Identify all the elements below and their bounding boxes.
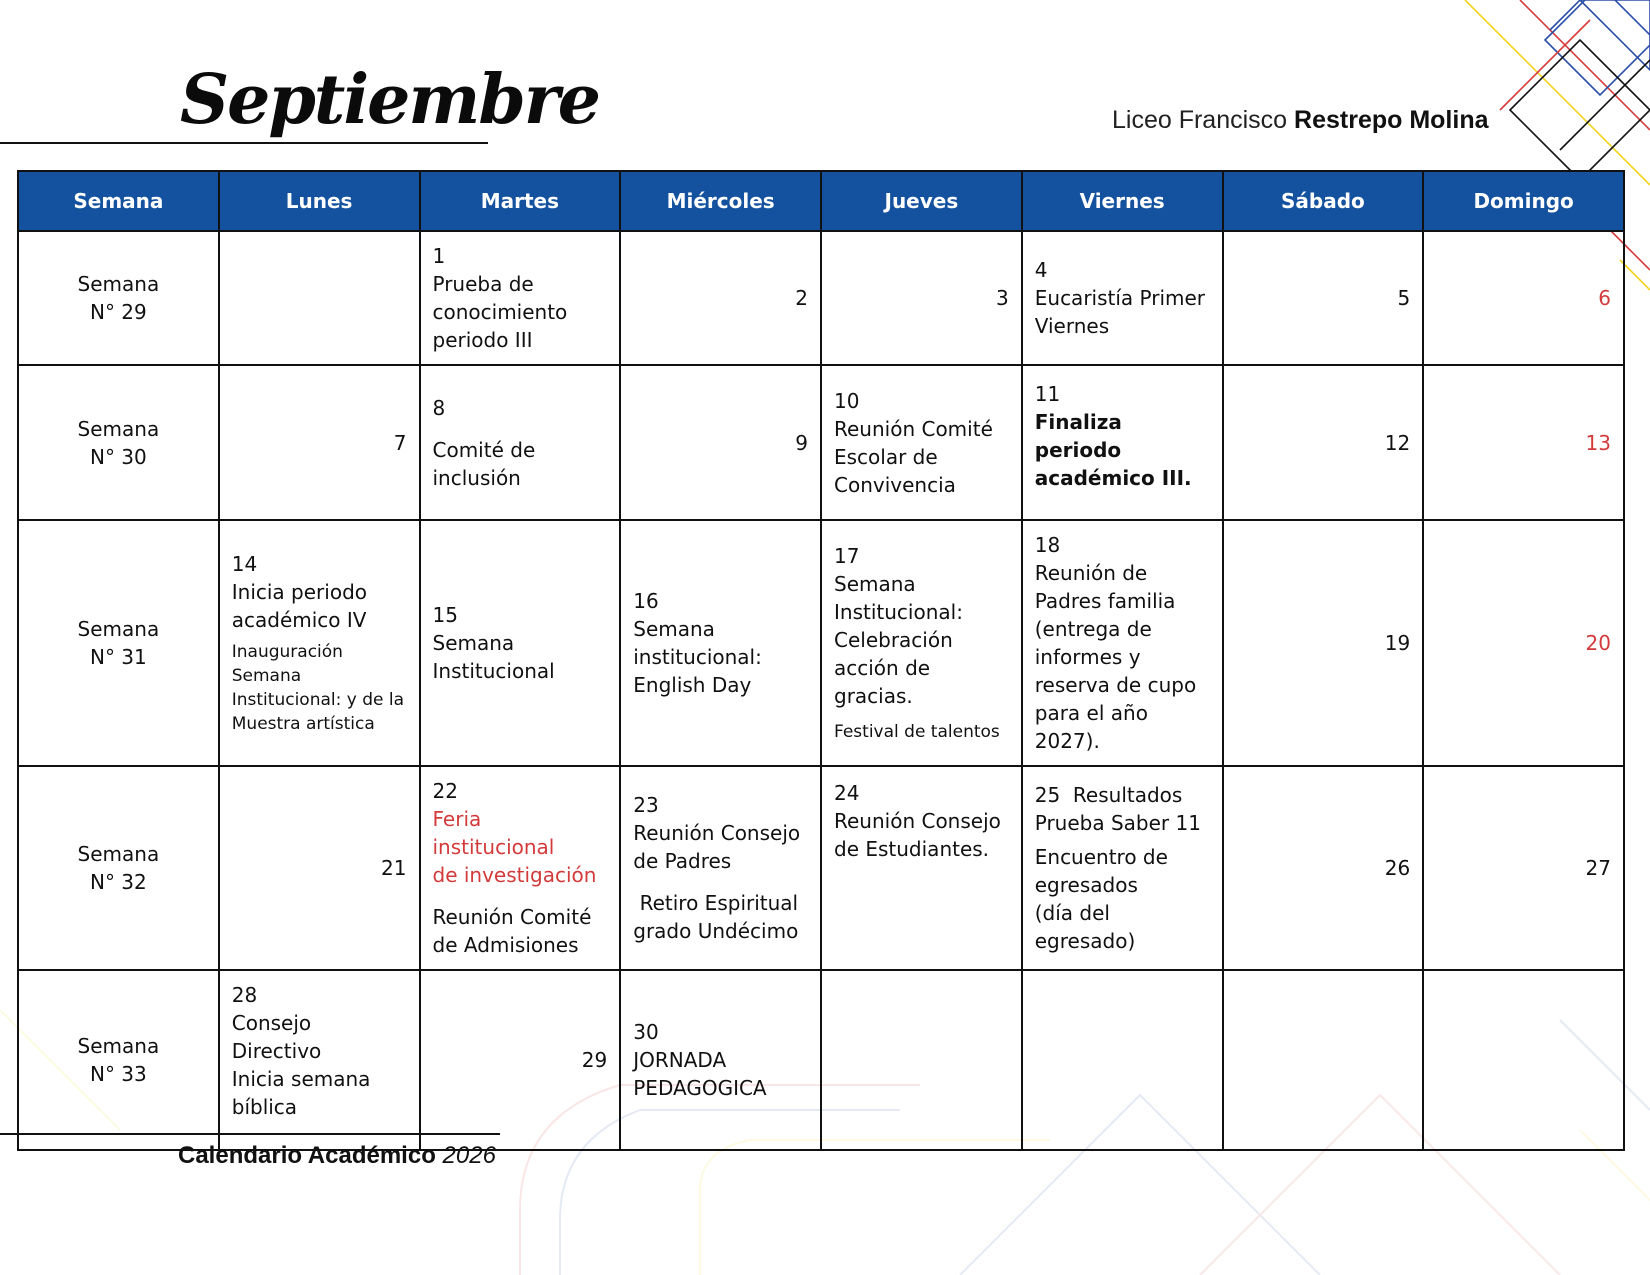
footer-title bbox=[178, 1142, 496, 1170]
event-text: académico IV bbox=[231, 608, 367, 632]
day-number: 29 bbox=[581, 1048, 608, 1072]
event-text: grado Undécimo bbox=[633, 919, 799, 943]
event-text: Retiro Espiritual bbox=[633, 891, 799, 915]
week-label: Semana bbox=[77, 416, 160, 441]
day-number: 10 bbox=[834, 388, 860, 413]
event-text: Celebración bbox=[834, 628, 953, 652]
event-text: Reunión Comité bbox=[432, 905, 592, 929]
event-text: acción de gracias. bbox=[834, 656, 931, 708]
week-row-32 bbox=[18, 766, 1624, 970]
event-text: Inicia periodo bbox=[231, 580, 367, 604]
column-header-lunes: Lunes bbox=[219, 171, 420, 231]
column-header-sabado: Sábado bbox=[1223, 171, 1424, 231]
day-cell-15 bbox=[420, 520, 621, 766]
day-number: 22 bbox=[432, 779, 458, 803]
day-number: 12 bbox=[1384, 430, 1411, 455]
event-text: reserva de cupo bbox=[1034, 673, 1197, 697]
day-cell-2 bbox=[620, 231, 821, 365]
footer-label: Calendario Académico bbox=[178, 1142, 436, 1169]
day-cell-20 bbox=[1423, 520, 1624, 766]
day-cell-5 bbox=[1223, 231, 1424, 365]
event-text: Reunión de bbox=[1034, 561, 1148, 585]
day-cell-11 bbox=[1022, 365, 1223, 520]
day-cell-17 bbox=[821, 520, 1022, 766]
week-row-31 bbox=[18, 520, 1624, 766]
title-rule bbox=[0, 142, 488, 144]
day-number: 4 bbox=[1034, 258, 1048, 282]
week-row-33 bbox=[18, 970, 1624, 1150]
day-number: 15 bbox=[432, 603, 458, 627]
day-cell-7 bbox=[219, 365, 420, 520]
day-number: 11 bbox=[1034, 381, 1061, 406]
column-header-martes: Martes bbox=[420, 171, 621, 231]
event-text: Semana bbox=[432, 631, 515, 655]
day-cell-12 bbox=[1223, 365, 1424, 520]
event-text: (entrega de bbox=[1034, 617, 1152, 641]
event-text: Institucional bbox=[432, 659, 555, 683]
day-cell-23 bbox=[620, 766, 821, 970]
day-cell-10 bbox=[821, 365, 1022, 520]
week-label: Semana bbox=[77, 1034, 160, 1058]
day-cell-empty bbox=[1423, 970, 1624, 1150]
week-label-cell bbox=[18, 766, 219, 970]
event-text-small: Institucional: y de la bbox=[231, 690, 404, 710]
week-label-cell bbox=[18, 231, 219, 365]
month-title: Septiembre bbox=[180, 60, 600, 140]
event-text: PEDAGOGICA bbox=[633, 1076, 767, 1100]
sunday-number: 13 bbox=[1585, 430, 1611, 455]
day-cell-29 bbox=[420, 970, 621, 1150]
column-header-miercoles: Miércoles bbox=[620, 171, 821, 231]
event-text-small: Inauguración bbox=[231, 642, 343, 662]
day-number: 16 bbox=[633, 589, 659, 613]
event-text: Inicia semana bbox=[231, 1067, 371, 1091]
day-cell-24 bbox=[821, 766, 1022, 970]
day-cell-8 bbox=[420, 365, 621, 520]
day-cell-25 bbox=[1022, 766, 1223, 970]
week-row-30 bbox=[18, 365, 1624, 520]
day-cell-6 bbox=[1423, 231, 1624, 365]
event-text-highlight: Feria institucional bbox=[432, 807, 555, 859]
event-text: de Estudiantes. bbox=[834, 837, 990, 861]
week-label: Semana bbox=[77, 617, 160, 641]
event-text: informes y bbox=[1034, 645, 1141, 669]
event-text: 25 Resultados bbox=[1034, 783, 1183, 807]
week-row-29 bbox=[18, 231, 1624, 365]
event-text-small: Semana bbox=[231, 666, 302, 686]
event-text: inclusión bbox=[432, 465, 521, 490]
event-text: institucional: bbox=[633, 645, 762, 669]
event-text: Reunión Consejo bbox=[633, 821, 801, 845]
day-number: 18 bbox=[1034, 533, 1061, 557]
day-number: 1 bbox=[432, 244, 446, 268]
footer-year: 2026 bbox=[442, 1142, 496, 1169]
day-cell-1 bbox=[420, 231, 621, 365]
event-text: Escolar de bbox=[834, 444, 938, 469]
event-text: Convivencia bbox=[834, 472, 956, 497]
day-number: 14 bbox=[231, 552, 258, 576]
day-number: 19 bbox=[1384, 631, 1411, 655]
event-text: Comité de bbox=[432, 437, 536, 462]
day-cell-30 bbox=[620, 970, 821, 1150]
event-text: Prueba de bbox=[432, 272, 534, 296]
event-text: bíblica bbox=[231, 1095, 298, 1119]
day-number: 21 bbox=[381, 856, 407, 880]
event-text: Eucaristía Primer bbox=[1034, 286, 1206, 310]
day-number: 27 bbox=[1585, 856, 1611, 880]
school-name-prefix: Liceo Francisco bbox=[1112, 106, 1288, 134]
sunday-number: 20 bbox=[1585, 631, 1611, 655]
event-text: periodo III bbox=[432, 328, 533, 352]
event-text: (día del egresado) bbox=[1034, 901, 1136, 953]
event-text: de Admisiones bbox=[432, 933, 579, 957]
event-text: para el año 2027). bbox=[1034, 701, 1148, 753]
event-text-bold: académico III. bbox=[1034, 465, 1192, 490]
day-number: 5 bbox=[1397, 286, 1411, 310]
event-text: JORNADA bbox=[633, 1048, 727, 1072]
event-text: English Day bbox=[633, 673, 752, 697]
day-number: 9 bbox=[795, 430, 808, 455]
day-cell-21 bbox=[219, 766, 420, 970]
week-label: Semana bbox=[77, 272, 160, 296]
event-text: conocimiento bbox=[432, 300, 568, 324]
day-number: 23 bbox=[633, 793, 659, 817]
spacer bbox=[433, 422, 608, 436]
week-label-cell bbox=[18, 970, 219, 1150]
column-header-semana: Semana bbox=[18, 171, 219, 231]
day-cell-19 bbox=[1223, 520, 1424, 766]
event-text: Semana bbox=[834, 572, 916, 596]
day-cell-empty bbox=[219, 231, 420, 365]
event-text-small: Muestra artística bbox=[231, 714, 375, 734]
event-text-bold: Finaliza periodo bbox=[1034, 409, 1122, 462]
day-number: 8 bbox=[432, 395, 446, 420]
day-cell-4 bbox=[1022, 231, 1223, 365]
calendar-table bbox=[17, 170, 1625, 1151]
column-header-viernes: Viernes bbox=[1022, 171, 1223, 231]
day-cell-27 bbox=[1423, 766, 1624, 970]
school-name-bold: Restrepo Molina bbox=[1294, 106, 1489, 134]
day-cell-3 bbox=[821, 231, 1022, 365]
event-text: Reunión Consejo bbox=[834, 809, 1001, 833]
footer-rule bbox=[0, 1133, 500, 1135]
week-number: N° 31 bbox=[89, 645, 147, 669]
week-label: Semana bbox=[77, 842, 160, 866]
column-header-jueves: Jueves bbox=[821, 171, 1022, 231]
day-cell-9 bbox=[620, 365, 821, 520]
sunday-number: 6 bbox=[1598, 286, 1611, 310]
week-number: N° 29 bbox=[89, 300, 147, 324]
week-label-cell bbox=[18, 520, 219, 766]
school-name bbox=[1112, 106, 1489, 135]
day-cell-22 bbox=[420, 766, 621, 970]
day-cell-empty bbox=[1022, 970, 1223, 1150]
spacer bbox=[1035, 492, 1210, 506]
day-cell-18 bbox=[1022, 520, 1223, 766]
day-cell-14 bbox=[219, 520, 420, 766]
spacer bbox=[633, 875, 808, 889]
week-number: N° 33 bbox=[89, 1062, 147, 1086]
event-text: Reunión Comité bbox=[834, 416, 993, 441]
day-number: 30 bbox=[633, 1020, 659, 1044]
event-text: Institucional: bbox=[834, 600, 963, 624]
event-text: egresados bbox=[1034, 873, 1138, 897]
day-cell-26 bbox=[1223, 766, 1424, 970]
week-number: N° 30 bbox=[89, 444, 147, 469]
day-number: 24 bbox=[834, 781, 860, 805]
week-label-cell bbox=[18, 365, 219, 520]
day-number: 17 bbox=[834, 544, 860, 568]
day-cell-empty bbox=[1223, 970, 1424, 1150]
column-header-domingo: Domingo bbox=[1423, 171, 1624, 231]
day-cell-28 bbox=[219, 970, 420, 1150]
event-text: Padres familia bbox=[1034, 589, 1176, 613]
event-text-small: Festival de talentos bbox=[834, 722, 1000, 742]
day-number: 28 bbox=[231, 983, 258, 1007]
day-cell-empty bbox=[821, 970, 1022, 1150]
calendar-header-row bbox=[18, 171, 1624, 231]
event-text: Consejo Directivo bbox=[231, 1011, 322, 1063]
event-text: Encuentro de bbox=[1034, 845, 1168, 869]
day-cell-16 bbox=[620, 520, 821, 766]
day-number: 2 bbox=[795, 286, 808, 310]
event-text: Semana bbox=[633, 617, 715, 641]
day-number: 7 bbox=[393, 430, 407, 455]
week-number: N° 32 bbox=[89, 870, 147, 894]
event-text: Prueba Saber 11 bbox=[1034, 811, 1201, 835]
day-number: 3 bbox=[996, 286, 1009, 310]
event-text-highlight: de investigación bbox=[432, 863, 597, 887]
day-cell-13 bbox=[1423, 365, 1624, 520]
spacer bbox=[433, 889, 608, 903]
day-number: 26 bbox=[1384, 856, 1411, 880]
event-text: Viernes bbox=[1034, 314, 1110, 338]
event-text: de Padres bbox=[633, 849, 732, 873]
